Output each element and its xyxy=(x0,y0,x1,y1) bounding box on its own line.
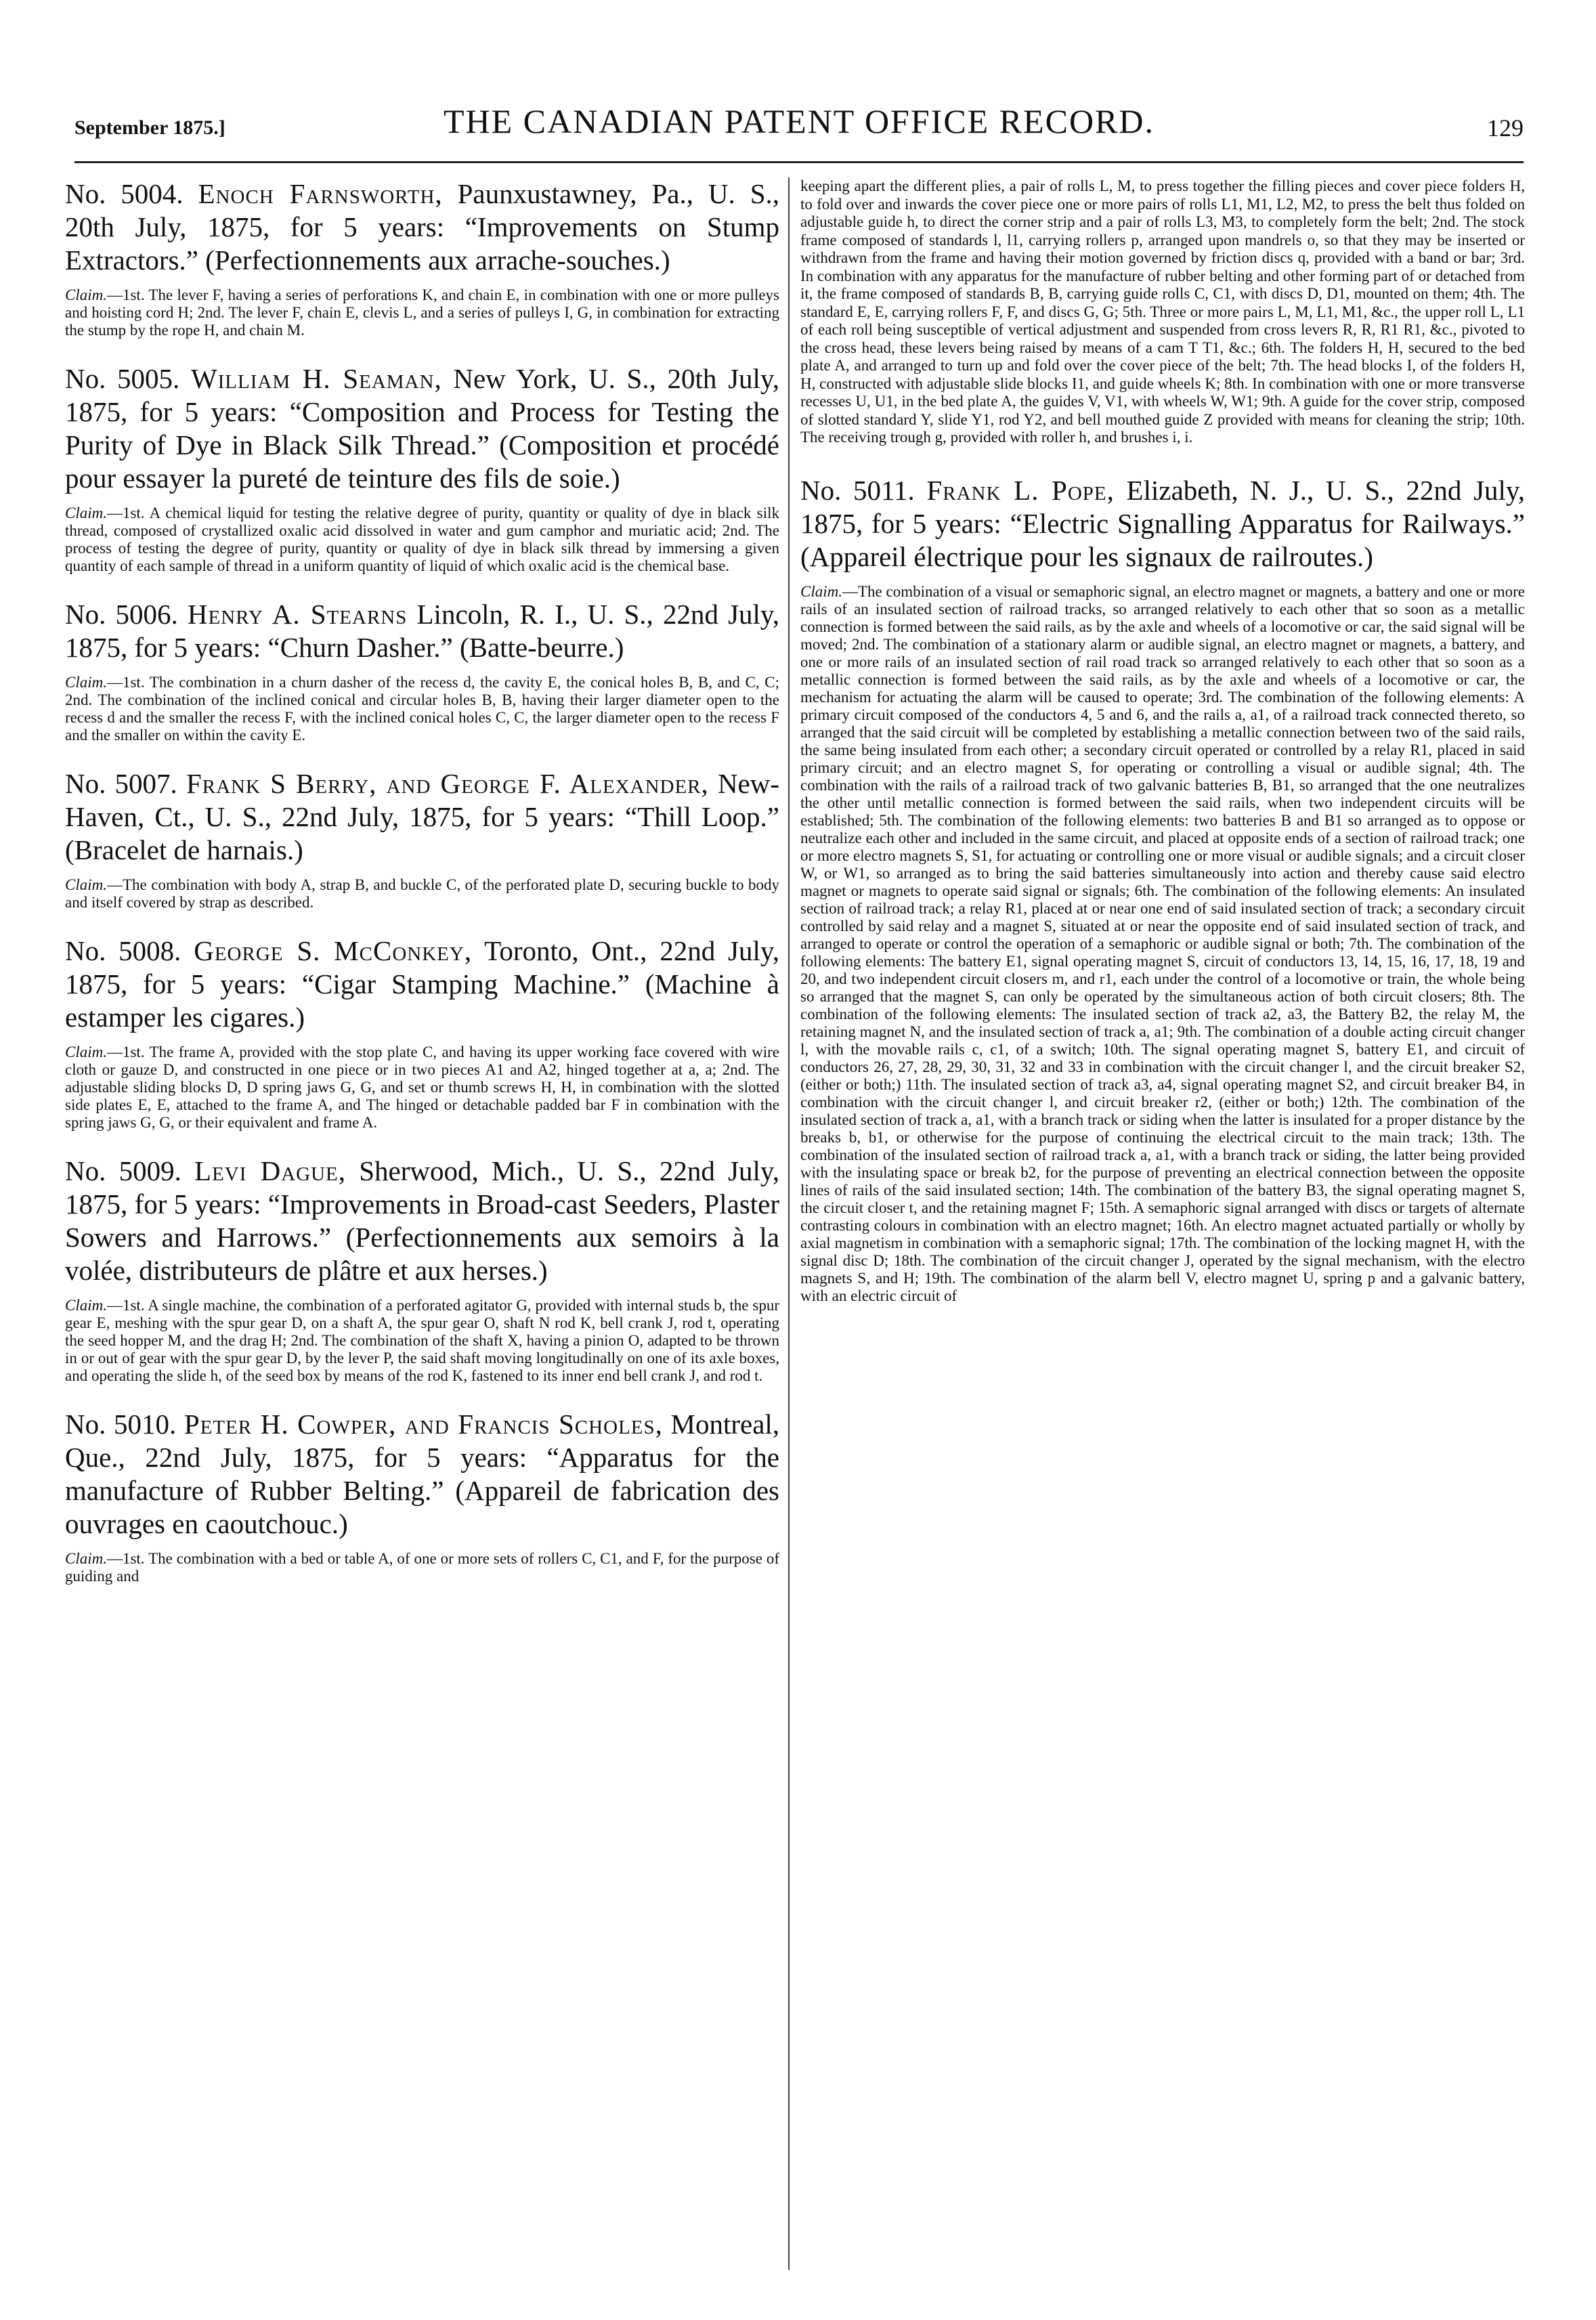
claim-body: —1st. A single machine, the combination of a perforated agitator G, provided with internal studs b, the spur gear E, meshing with the spur gear D, on a shaft A, the spur gear O, shaft N rod K, bell crank J, rod t, operating the seed hopper M, and the drag H; 2nd. The combination of the shaft X, having a pinion O, adapted to be thrown in or out of gear with the spur gear D, by the lever P, the said shaft moving longitudinally on one of its axle boxes, and operating the slide h, of the seed box by means of the rod K, fastened to its inner end bell crank J, and rod t. xyxy=(65,1297,779,1384)
claim-text xyxy=(65,876,779,911)
patent-entry-5009 xyxy=(65,1155,779,1385)
page-number: 129 xyxy=(1487,114,1524,142)
claim-body: —1st. The combination with a bed or table A, of one or more sets of rollers C, C1, and F, for the purpose of guiding and xyxy=(65,1550,779,1585)
inventor-name: William H. Seaman, xyxy=(190,363,442,394)
claim-label: Claim. xyxy=(800,582,842,600)
entry-heading xyxy=(65,1155,779,1287)
claim-body: —1st. The combination in a churn dasher of the recess d, the cavity E, the conical holes B, B, and C, C; 2nd. The combination of the inclined conical and circular holes B, B, having their larger diameter open to the recess d and the smaller the recess F, with the inclined conical holes C, C, the larger diameter open to the recess F and the smaller on within the cavity E. xyxy=(65,674,779,744)
inventor-name: Enoch Farnsworth, xyxy=(198,178,443,209)
entry-heading xyxy=(65,177,779,277)
entry-heading xyxy=(800,474,1525,574)
entry-heading xyxy=(65,362,779,495)
claim-label: Claim. xyxy=(65,876,107,893)
inventor-name: Frank L. Pope, xyxy=(926,474,1115,506)
entry-number: No. 5006. xyxy=(65,599,178,630)
claim-label: Claim. xyxy=(65,504,107,521)
entry-details: Paunxustawney, Pa., U. S., 20th July, 1875, for 5 years: “Improvements on Stump Extractors.” (Perfectionnements aux arrache-souches.) xyxy=(65,178,779,276)
entry-details: Lincoln, R. I., U. S., 22nd July, 1875, for 5 years: “Churn Dasher.” (Batte-beurre.) xyxy=(65,599,779,663)
patent-entry-5004 xyxy=(65,177,779,339)
entry-details: Sherwood, Mich., U. S., 22nd July, 1875, for 5 years: “Improvements in Broad-cast Seeders, Plaster Sowers and Harrows.” (Perfectionnements aux semoirs à la volée, distributeurs de plâtre et aux herses.) xyxy=(65,1155,779,1286)
entry-heading xyxy=(65,1408,779,1541)
entry-details: New York, U. S., 20th July, 1875, for 5 years: “Composition and Process for Testing the Purity of Dye in Black Silk Thread.” (Composition et procédé pour essayer la pureté de teinture des fils de soie.) xyxy=(65,363,779,494)
entry-number: No. 5004. xyxy=(65,178,184,209)
inventor-name: George S. McConkey, xyxy=(194,935,473,966)
claim-text xyxy=(65,1550,779,1585)
claim-label: Claim. xyxy=(65,286,107,303)
entry-details: Elizabeth, N. J., U. S., 22nd July, 1875, for 5 years: “Electric Signalling Apparatus for Railways.” (Appareil électrique pour les signaux de railroutes.) xyxy=(800,474,1525,572)
entry-number: No. 5011. xyxy=(800,474,915,506)
claim-text xyxy=(65,286,779,339)
right-column xyxy=(800,177,1525,2277)
header-date: September 1875.] xyxy=(74,116,225,139)
column-divider xyxy=(788,177,790,2270)
claim-text xyxy=(65,1044,779,1132)
patent-entry-5011 xyxy=(800,474,1525,1305)
entry-heading xyxy=(65,767,779,867)
claim-body: —1st. The frame A, provided with the stop plate C, and having its upper working face covered with wire cloth or gauze D, and constructed in one piece or in two pieces A1 and A2, hinged together at a, a; 2nd. The adjustable sliding blocks D, D spring jaws G, G, and set or thumb screws H, H, in combination with the slotted side plates E, E, attached to the frame A, and The hinged or detachable padded bar F in combination with the spring jaws G, G, or their equivalent and frame A. xyxy=(65,1044,779,1131)
entry-number: No. 5008. xyxy=(65,935,181,966)
patent-entry-5007 xyxy=(65,767,779,911)
claim-body: —1st. The lever F, having a series of perforations K, and chain E, in combination with one or more pulleys and hoisting cord H; 2nd. The lever F, chain E, clevis L, and a series of pulleys I, G, in combination for extracting the stump by the rope H, and chain M. xyxy=(65,286,779,339)
continued-claim-text: keeping apart the different plies, a pair of rolls L, M, to press together the filling pieces and cover piece folders H, to fold over and inwards the cover piece one or more pairs of rolls L1, M1, L2, M2, to press the belt thus folded on adjustable guide h, to direct the corner strip and a pair of rolls L3, M3, to completely form the belt; 2nd. The stock frame composed of standards l, l1, carrying rollers p, arranged upon mandrels o, so that they may be inserted or withdrawn from the frame and having their motion governed by friction discs q, provided with a band or bar; 3rd. In combination with any apparatus for the manufacture of rubber belting and other forming part of or detached from it, the frame composed of standards B, B, carrying guide rolls C, C1, with discs D, D1, mounted on them; 4th. The standard E, E, carrying rollers F, F, and discs G, G; 5th. Three or more pairs L, M, L1, M1, &c., the upper roll L, L1 of each roll being susceptible of vertical adjustment and suspended from cross levers R, R, R1 R1, &c., pivoted to the cross head, these levers being raised by means of a cam T T1, &c.; 6th. The folders H, H, secured to the bed plate A, and arranged to turn up and fold over the cover piece of the belt; 7th. The head blocks I, of the folders H, H, constructed with adjustable slide blocks I1, and guide wheels K; 8th. In combination with one or more transverse recesses U, U1, in the bed plate A, the guides V, V1, with wheels W, W1; 9th. A guide for the cover strip, composed of slotted standard Y, slide Y1, rod Y2, and bell mouthed guide Z provided with means for cleaning the strip; 10th. The receiving trough g, provided with roller h, and brushes i, i. xyxy=(800,177,1525,446)
entry-heading xyxy=(65,598,779,664)
patent-entry-5005 xyxy=(65,362,779,575)
patent-entry-5008 xyxy=(65,935,779,1132)
inventor-name: Levi Dague, xyxy=(194,1155,347,1186)
entry-details: Montreal, Que., 22nd July, 1875, for 5 years: “Apparatus for the manufacture of Rubber Belting.” (Appareil de fabrication des ouvrages en caoutchouc.) xyxy=(65,1409,779,1539)
inventor-name: Peter H. Cowper, and Francis Scholes, xyxy=(184,1409,663,1440)
claim-label: Claim. xyxy=(65,674,107,691)
entry-details: New-Haven, Ct., U. S., 22nd July, 1875, for 5 years: “Thill Loop.” (Bracelet de harnais.) xyxy=(65,768,779,865)
claim-body: —1st. A chemical liquid for testing the relative degree of purity, quantity or quality of dye in black silk thread, composed of crystallized oxalic acid dissolved in water and gum camphor and muriatic acid; 2nd. The process of testing the degree of purity, quantity or quality of dye in black silk thread by immersing a given quantity of each sample of thread in a uniform quantity of liquid of which oxalic acid is the chemical base. xyxy=(65,504,779,574)
entry-number: No. 5007. xyxy=(65,768,177,799)
claim-body: —The combination with body A, strap B, and buckle C, of the perforated plate D, securing buckle to body and itself covered by strap as described. xyxy=(65,876,779,911)
entry-number: No. 5005. xyxy=(65,363,180,394)
header-rule xyxy=(74,161,1524,163)
claim-text xyxy=(65,674,779,744)
inventor-name: Frank S Berry, and George F. Alexander, xyxy=(186,768,709,799)
claim-text xyxy=(800,583,1525,1305)
claim-body: —The combination of a visual or semaphoric signal, an electro magnet or magnets, a battery and one or more rails of an insulated section of railroad tracks, so arranged relatively to each other that so soon as a metallic connection is formed between the said rails, as by the axle and wheels of a locomotive or car, the said signal will be moved; 2nd. The combination of a stationary alarm or audible signal, an electro magnet or magnets, a battery, and one or more rails of an insulated section of rail road track so arranged relatively to each other that so soon as a metallic connection is formed between the said rails, as by the axle and wheels of a locomotive or car, the mechanism for actuating the alarm will be caused to operate; 3rd. The combination of the following elements: A primary circuit composed of the conductors 4, 5 and 6, and the rails a, a1, of a railroad track connected thereto, so arranged that the said circuit will be completed by establishing a metallic connection between two of the said rails, the same being insulated from each other; a secondary circuit operated or controlled by a relay R1, placed in said primary circuit; and an electro magnet S, for operating or controlling a visual or audible signal; 4th. The combination with the rails of a railroad track of two galvanic batteries B, B1, so arranged that the one neutralizes the other until metallic connection is formed between the said rails, when two independent circuits will be established; 5th. The combination of the following elements: two batteries B and B1 so arranged as to oppose or neutralize each other and included in the same circuit, and placed at opposite ends of a section of railroad track; one or more electro magnets S, S1, for actuating or controlling one or more visual or audible signals; and a circuit closer W, or W1, so arranged as to bring the said batteries simultaneously into action and thereby cause said electro magnet or magnets to operate said signal or signals; 6th. The combination of the following elements: An insulated section of railroad track; a relay R1, placed at or near one end of said insulated section of track; a secondary circuit controlled by said relay and a magnet S, situated at or near the opposite end of said insulated section of track, and arranged to operate or control the operation of a semaphoric or audible signal or both; 7th. The combination of the following elements: The battery E1, signal operating magnet S, circuit of conductors 13, 14, 15, 16, 17, 18, 19 and 20, and two independent circuit closers m, and r1, each under the control of a locomotive or train, the whole being so arranged that the magnet S, can only be operated by the simultaneous action of both circuit closers; 8th. The combination of the following elements: The insulated section of track a2, a3, the Battery B2, the relay M, the retaining magnet N, and the insulated section of track a, a1; 9th. The combination of a double acting circuit changer l, with the movable rails c, c1, of a switch; 10th. The signal operating magnet S, battery E1, and circuit of conductors 26, 27, 28, 29, 30, 31, 32 and 33 in combination with the circuit changer l, and the circuit breaker S2, (either or both;) 11th. The insulated section of track a3, a4, signal operating magnet S2, and circuit breaker B4, in combination with the circuit changer l, and circuit breaker r2, (either or both;) 12th. The combination of the insulated section of track a, a1, with a branch track or siding when the latter is insulated for a proper distance by the breaks b, b1, or otherwise for the purpose of continuing the electrical circuit to the main track; 13th. The combination of the insulated section of railroad track a, a1, with a branch track or siding, the latter being provided with the insulating space or break b2, for the purpose of preventing an electrical connection between the opposite lines of rails of the said insulated section; 14th. The combination of the battery B3, the signal operating magnet S, the circuit closer t, and the retaining magnet F; 15th. A semaphoric signal arranged with discs or targets of alternate contrasting colours in combination with an electro magnet; 16th. An electro magnet actuated partially or wholly by axial magnetism in combination with a semaphoric signal; 17th. The combination of the locking magnet H, with the signal disc D; 18th. The combination of the circuit changer J, operated by the signal mechanism, with the electro magnets S, and H; 19th. The combination of the alarm bell V, electro magnet U, spring p and a galvanic battery, with an electric circuit of xyxy=(800,582,1525,1304)
patent-entry-5010 xyxy=(65,1408,779,1585)
claim-label: Claim. xyxy=(65,1044,107,1060)
page-title: THE CANADIAN PATENT OFFICE RECORD. xyxy=(443,102,1155,140)
claim-label: Claim. xyxy=(65,1297,107,1314)
entry-details: Toronto, Ont., 22nd July, 1875, for 5 years: “Cigar Stamping Machine.” (Machine à estamper les cigares.) xyxy=(65,935,779,1033)
claim-label: Claim. xyxy=(65,1550,107,1567)
inventor-name: Henry A. Stearns xyxy=(187,599,408,630)
entry-heading xyxy=(65,935,779,1034)
page-header xyxy=(74,102,1524,149)
entry-number: No. 5010. xyxy=(65,1409,177,1440)
patent-entry-5006 xyxy=(65,598,779,744)
entry-number: No. 5009. xyxy=(65,1155,181,1186)
left-column xyxy=(65,177,779,2277)
claim-text xyxy=(65,1297,779,1385)
claim-text xyxy=(65,504,779,575)
